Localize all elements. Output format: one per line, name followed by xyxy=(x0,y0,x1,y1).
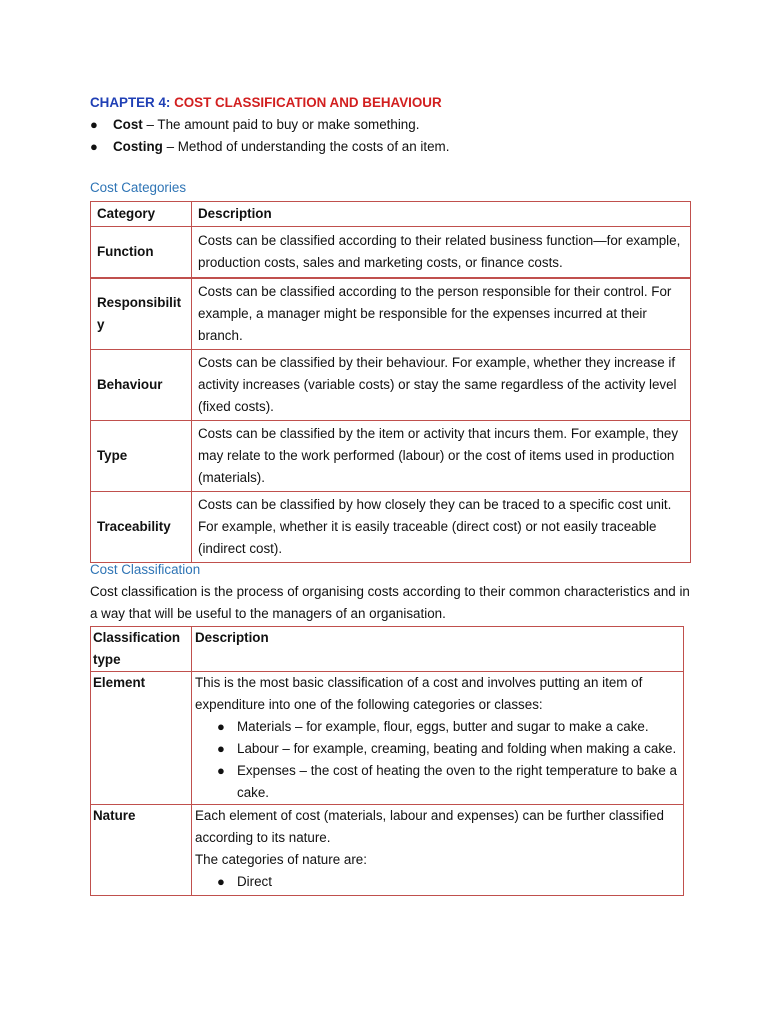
cost-classification-heading: Cost Classification xyxy=(90,562,201,577)
bullet-icon: ● xyxy=(90,117,98,132)
description-cell: Costs can be classified by how closely they can be traced to a specific cost unit. For example, whether it is easily traceable (direct cost) or not easily traceable (indirect cost). xyxy=(192,492,691,563)
table-row xyxy=(91,492,691,563)
cost-classification-table xyxy=(90,626,684,896)
table-row xyxy=(91,672,684,805)
description-cell: Costs can be classified by the item or activity that incurs them. For example, they may relate to the work performed (labour) or the cost of items used in production (materials). xyxy=(192,421,691,492)
table-row xyxy=(91,227,691,279)
element-label: Element xyxy=(91,672,192,805)
definition-list xyxy=(90,114,449,158)
nature-description xyxy=(192,805,684,896)
chapter-title xyxy=(90,95,442,110)
description-cell: Costs can be classified by their behaviour. For example, whether they increase if activity increases (variable costs) or stay the same regardless of the activity level (fixed costs). xyxy=(192,350,691,421)
category-cell: Function xyxy=(91,227,192,279)
nature-label: Nature xyxy=(91,805,192,896)
list-item xyxy=(195,871,681,893)
bullet-icon: ● xyxy=(217,763,225,778)
category-cell: Type xyxy=(91,421,192,492)
bullet-icon: ● xyxy=(217,719,225,734)
classification-intro: Cost classification is the process of organising costs according to their common characteristics and in a way that will be useful to the managers of an organisation. xyxy=(90,584,690,621)
table-header-row xyxy=(91,202,691,227)
table-row xyxy=(91,278,691,350)
list-item-text: Expenses – the cost of heating the oven to the right temperature to bake a cake. xyxy=(237,763,677,800)
description-cell: Costs can be classified according to their related business function—for example, production costs, sales and marketing costs, or finance costs. xyxy=(192,227,691,279)
list-item-text: Direct xyxy=(237,874,272,889)
header-category: Category xyxy=(91,202,192,227)
table-row xyxy=(91,421,691,492)
definition-item xyxy=(90,114,449,136)
list-item-text: Labour – for example, creaming, beating and folding when making a cake. xyxy=(237,741,677,756)
nature-text: Each element of cost (materials, labour and expenses) can be further classified according to its nature. xyxy=(195,808,664,845)
element-text: This is the most basic classification of a cost and involves putting an item of expenditure into one of the following categories or classes: xyxy=(195,675,643,712)
table-header-row xyxy=(91,627,684,672)
header-description: Description xyxy=(192,202,691,227)
definition-item xyxy=(90,136,449,158)
bullet-icon: ● xyxy=(217,741,225,756)
definition-term: Cost xyxy=(113,117,143,132)
bullet-icon: ● xyxy=(217,874,225,889)
cost-categories-heading: Cost Categories xyxy=(90,180,187,195)
bullet-icon: ● xyxy=(90,139,98,154)
chapter-label: CHAPTER 4: xyxy=(90,95,175,110)
element-list xyxy=(195,716,681,804)
definition-text: – The amount paid to buy or make something. xyxy=(142,117,420,132)
chapter-name: COST CLASSIFICATION AND BEHAVIOUR xyxy=(174,95,442,110)
element-description xyxy=(192,672,684,805)
nature-list xyxy=(195,871,681,893)
header-classification-type: Classification type xyxy=(91,627,192,672)
definition-text: – Method of understanding the costs of an item. xyxy=(162,139,450,154)
cost-categories-table xyxy=(90,201,691,563)
table-row xyxy=(91,350,691,421)
definition-term: Costing xyxy=(113,139,163,154)
list-item xyxy=(195,716,681,738)
description-cell: Costs can be classified according to the person responsible for their control. For example, a manager might be responsible for the expenses incurred at their branch. xyxy=(192,278,691,350)
header-description: Description xyxy=(192,627,684,672)
table-row xyxy=(91,805,684,896)
nature-text-2: The categories of nature are: xyxy=(195,852,367,867)
list-item xyxy=(195,760,681,804)
category-cell: Behaviour xyxy=(91,350,192,421)
category-cell: Responsibility xyxy=(91,278,192,350)
list-item xyxy=(195,738,681,760)
list-item-text: Materials – for example, flour, eggs, butter and sugar to make a cake. xyxy=(237,719,649,734)
category-cell: Traceability xyxy=(91,492,192,563)
